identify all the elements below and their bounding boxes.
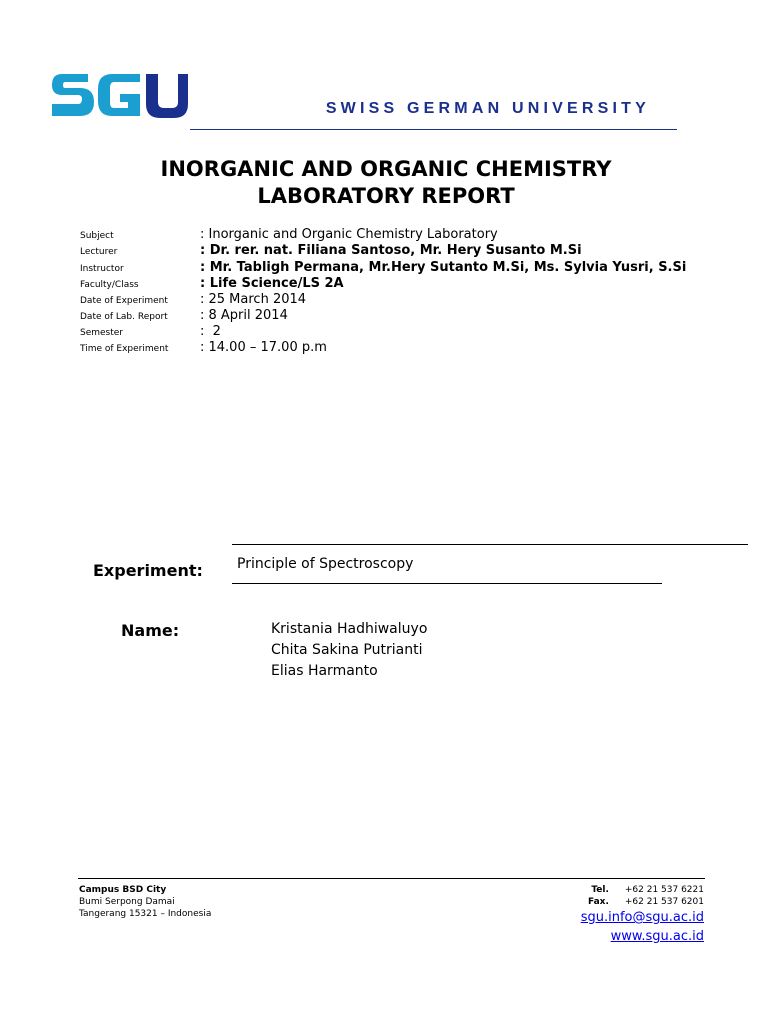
info-row-date-of-experiment [80, 291, 720, 307]
info-row-instructor [80, 259, 720, 275]
info-row-time-of-experiment [80, 339, 720, 355]
experiment-rule-top [232, 544, 748, 545]
info-label: Instructor [80, 264, 124, 274]
address-line: Tangerang 15321 – Indonesia [79, 909, 212, 919]
info-value: : 14.00 – 17.00 p.m [200, 340, 327, 355]
info-label: Time of Experiment [80, 344, 169, 354]
name-item: Kristania Hadhiwaluyo [271, 621, 428, 637]
email-link[interactable]: sgu.info@sgu.ac.id [580, 910, 704, 925]
info-value: : Mr. Tabligh Permana, Mr.Hery Sutanto M.Si, Ms. Sylvia Yusri, S.Si [200, 260, 687, 275]
name-item: Chita Sakina Putrianti [271, 642, 423, 658]
info-value: : 8 April 2014 [200, 308, 288, 323]
footer-address [79, 884, 211, 920]
report-title [100, 156, 672, 210]
info-label: Semester [80, 328, 124, 338]
report-title-line1: INORGANIC AND ORGANIC CHEMISTRY [160, 157, 612, 181]
footer-divider [78, 878, 705, 879]
website-link[interactable]: www.sgu.ac.id [610, 929, 704, 944]
tel-row [560, 884, 704, 896]
footer-contact [560, 884, 704, 946]
tel-label: Tel. [591, 885, 609, 895]
info-row-semester [80, 323, 720, 339]
info-row-faculty-class [80, 275, 720, 291]
info-label: Date of Experiment [80, 296, 168, 306]
info-label: Lecturer [80, 247, 118, 257]
info-label: Date of Lab. Report [80, 312, 168, 322]
fax-value: +62 21 537 6201 [624, 897, 704, 907]
report-title-line2: LABORATORY REPORT [257, 184, 515, 208]
university-name: SWISS GERMAN UNIVERSITY [325, 100, 650, 117]
experiment-label: Experiment: [93, 561, 203, 580]
name-list [271, 619, 427, 682]
info-row-date-of-report [80, 307, 720, 323]
experiment-rule-bottom [232, 583, 662, 584]
info-value: : Life Science/LS 2A [200, 276, 344, 291]
info-value: : 2 [200, 324, 221, 339]
header-divider [190, 129, 677, 130]
info-value: : Inorganic and Organic Chemistry Laboratory [200, 227, 498, 242]
info-row-lecturer [80, 242, 720, 258]
info-row-subject [80, 226, 720, 242]
fax-label: Fax. [587, 897, 609, 907]
info-label: Faculty/Class [80, 280, 139, 290]
info-value: : 25 March 2014 [200, 292, 307, 307]
fax-row [560, 896, 704, 908]
experiment-title: Principle of Spectroscopy [237, 556, 414, 572]
sgu-logo [48, 68, 190, 124]
tel-value: +62 21 537 6221 [624, 885, 704, 895]
name-item: Elias Harmanto [271, 663, 378, 679]
info-label: Subject [80, 231, 114, 241]
address-line: Bumi Serpong Damai [79, 897, 175, 907]
campus-name: Campus BSD City [79, 885, 167, 895]
name-label: Name: [121, 621, 180, 640]
info-value: : Dr. rer. nat. Filiana Santoso, Mr. Hery Susanto M.Si [200, 243, 582, 258]
